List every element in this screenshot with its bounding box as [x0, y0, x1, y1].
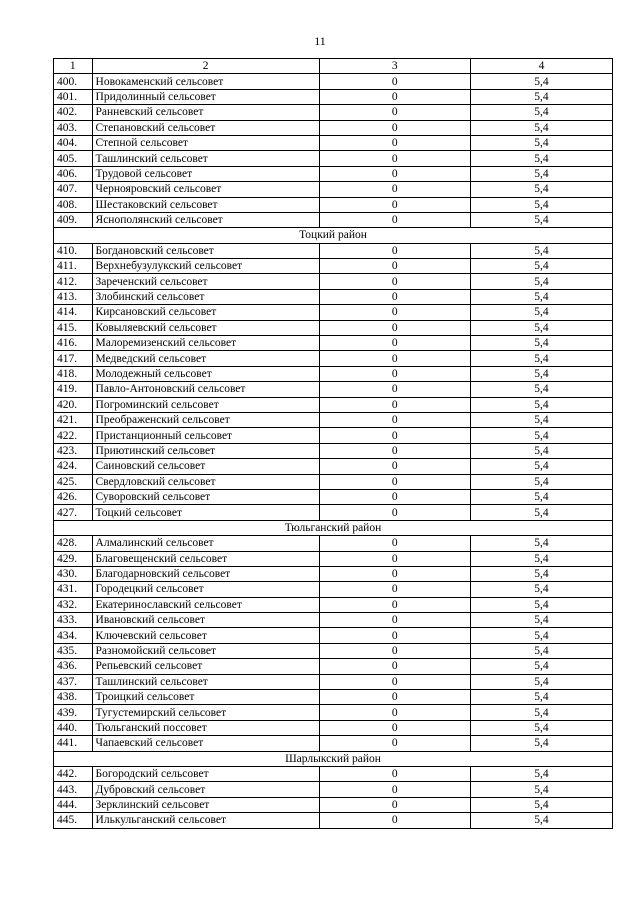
- value-col-3: 0: [319, 105, 470, 120]
- district-name: Шарлыкский район: [54, 751, 613, 766]
- value-col-4: 5,4: [470, 382, 612, 397]
- municipality-name: Свердловский сельсовет: [92, 474, 319, 489]
- table-row: [54, 336, 613, 351]
- value-col-3: 0: [319, 597, 470, 612]
- table-row: [54, 212, 613, 227]
- value-col-4: 5,4: [470, 582, 612, 597]
- value-col-4: 5,4: [470, 366, 612, 381]
- value-col-3: 0: [319, 443, 470, 458]
- value-col-4: 5,4: [470, 182, 612, 197]
- value-col-3: 0: [319, 382, 470, 397]
- value-col-3: 0: [319, 643, 470, 658]
- value-col-3: 0: [319, 259, 470, 274]
- value-col-3: 0: [319, 74, 470, 89]
- row-number: 441.: [54, 736, 93, 751]
- value-col-3: 0: [319, 320, 470, 335]
- value-col-4: 5,4: [470, 289, 612, 304]
- table-row: [54, 536, 613, 551]
- table-row: [54, 135, 613, 150]
- municipality-name: Тоцкий сельсовет: [92, 505, 319, 520]
- table-header-row: [54, 59, 613, 74]
- value-col-4: 5,4: [470, 551, 612, 566]
- row-number: 400.: [54, 74, 93, 89]
- row-number: 402.: [54, 105, 93, 120]
- value-col-3: 0: [319, 243, 470, 258]
- value-col-3: 0: [319, 305, 470, 320]
- table-row: [54, 628, 613, 643]
- page-number: 11: [314, 34, 326, 48]
- table-row: [54, 382, 613, 397]
- value-col-3: 0: [319, 813, 470, 828]
- table-row: [54, 274, 613, 289]
- row-number: 408.: [54, 197, 93, 212]
- value-col-4: 5,4: [470, 643, 612, 658]
- row-number: 424.: [54, 459, 93, 474]
- municipality-name: Богдановский сельсовет: [92, 243, 319, 258]
- value-col-3: 0: [319, 766, 470, 781]
- municipality-name: Богородский сельсовет: [92, 766, 319, 781]
- municipality-name: Новокаменский сельсовет: [92, 74, 319, 89]
- table-row: [54, 397, 613, 412]
- value-col-4: 5,4: [470, 305, 612, 320]
- row-number: 414.: [54, 305, 93, 320]
- value-col-4: 5,4: [470, 813, 612, 828]
- row-number: 431.: [54, 582, 93, 597]
- row-number: 442.: [54, 766, 93, 781]
- value-col-4: 5,4: [470, 505, 612, 520]
- value-col-4: 5,4: [470, 705, 612, 720]
- value-col-3: 0: [319, 166, 470, 181]
- value-col-4: 5,4: [470, 489, 612, 504]
- row-number: 423.: [54, 443, 93, 458]
- value-col-4: 5,4: [470, 74, 612, 89]
- row-number: 417.: [54, 351, 93, 366]
- table-row: [54, 566, 613, 581]
- row-number: 435.: [54, 643, 93, 658]
- value-col-3: 0: [319, 582, 470, 597]
- header-col-1: 1: [54, 59, 93, 74]
- municipality-name: Ключевский сельсовет: [92, 628, 319, 643]
- row-number: 419.: [54, 382, 93, 397]
- table-row: [54, 305, 613, 320]
- value-col-3: 0: [319, 674, 470, 689]
- value-col-4: 5,4: [470, 243, 612, 258]
- municipality-name: Ивановский сельсовет: [92, 613, 319, 628]
- table-row: [54, 243, 613, 258]
- municipality-name: Тюльганский поссовет: [92, 720, 319, 735]
- value-col-4: 5,4: [470, 259, 612, 274]
- municipality-name: Яснополянский сельсовет: [92, 212, 319, 227]
- row-number: 422.: [54, 428, 93, 443]
- value-col-3: 0: [319, 197, 470, 212]
- table-row: [54, 705, 613, 720]
- value-col-3: 0: [319, 135, 470, 150]
- row-number: 403.: [54, 120, 93, 135]
- value-col-4: 5,4: [470, 659, 612, 674]
- district-name: Тюльганский район: [54, 520, 613, 535]
- value-col-4: 5,4: [470, 320, 612, 335]
- value-col-4: 5,4: [470, 566, 612, 581]
- table-body: [54, 59, 613, 829]
- municipality-name: Ковыляевский сельсовет: [92, 320, 319, 335]
- value-col-4: 5,4: [470, 135, 612, 150]
- value-col-4: 5,4: [470, 197, 612, 212]
- value-col-4: 5,4: [470, 613, 612, 628]
- table-row: [54, 105, 613, 120]
- value-col-3: 0: [319, 289, 470, 304]
- table-row: [54, 428, 613, 443]
- value-col-4: 5,4: [470, 428, 612, 443]
- value-col-3: 0: [319, 659, 470, 674]
- district-header-row: [54, 228, 613, 243]
- municipality-name: Суворовский сельсовет: [92, 489, 319, 504]
- municipality-name: Екатеринославский сельсовет: [92, 597, 319, 612]
- value-col-4: 5,4: [470, 351, 612, 366]
- table-row: [54, 182, 613, 197]
- district-header-row: [54, 520, 613, 535]
- municipality-name: Городецкий сельсовет: [92, 582, 319, 597]
- municipality-name: Павло-Антоновский сельсовет: [92, 382, 319, 397]
- table-row: [54, 551, 613, 566]
- table-row: [54, 120, 613, 135]
- value-col-4: 5,4: [470, 628, 612, 643]
- row-number: 437.: [54, 674, 93, 689]
- header-col-2: 2: [92, 59, 319, 74]
- table-row: [54, 782, 613, 797]
- value-col-3: 0: [319, 536, 470, 551]
- value-col-3: 0: [319, 474, 470, 489]
- table-row: [54, 736, 613, 751]
- allocation-table: [53, 58, 613, 829]
- table-row: [54, 89, 613, 104]
- municipality-name: Благодарновский сельсовет: [92, 566, 319, 581]
- value-col-4: 5,4: [470, 105, 612, 120]
- value-col-4: 5,4: [470, 212, 612, 227]
- row-number: 444.: [54, 797, 93, 812]
- row-number: 411.: [54, 259, 93, 274]
- value-col-4: 5,4: [470, 443, 612, 458]
- municipality-name: Зерклинский сельсовет: [92, 797, 319, 812]
- municipality-name: Саиновский сельсовет: [92, 459, 319, 474]
- row-number: 421.: [54, 412, 93, 427]
- municipality-name: Ташлинский сельсовет: [92, 151, 319, 166]
- value-col-4: 5,4: [470, 151, 612, 166]
- value-col-4: 5,4: [470, 120, 612, 135]
- value-col-3: 0: [319, 613, 470, 628]
- municipality-name: Ташлинский сельсовет: [92, 674, 319, 689]
- table-row: [54, 443, 613, 458]
- municipality-name: Молодежный сельсовет: [92, 366, 319, 381]
- municipality-name: Медведский сельсовет: [92, 351, 319, 366]
- municipality-name: Степановский сельсовет: [92, 120, 319, 135]
- table-row: [54, 505, 613, 520]
- row-number: 436.: [54, 659, 93, 674]
- row-number: 440.: [54, 720, 93, 735]
- municipality-name: Трудовой сельсовет: [92, 166, 319, 181]
- row-number: 445.: [54, 813, 93, 828]
- municipality-name: Преображенский сельсовет: [92, 412, 319, 427]
- municipality-name: Шестаковский сельсовет: [92, 197, 319, 212]
- value-col-4: 5,4: [470, 412, 612, 427]
- table-row: [54, 151, 613, 166]
- row-number: 410.: [54, 243, 93, 258]
- value-col-3: 0: [319, 351, 470, 366]
- municipality-name: Малоремизенский сельсовет: [92, 336, 319, 351]
- district-header-row: [54, 751, 613, 766]
- municipality-name: Злобинский сельсовет: [92, 289, 319, 304]
- table-row: [54, 720, 613, 735]
- row-number: 409.: [54, 212, 93, 227]
- value-col-3: 0: [319, 797, 470, 812]
- row-number: 432.: [54, 597, 93, 612]
- table-row: [54, 489, 613, 504]
- row-number: 413.: [54, 289, 93, 304]
- row-number: 405.: [54, 151, 93, 166]
- municipality-name: Ранневский сельсовет: [92, 105, 319, 120]
- row-number: 412.: [54, 274, 93, 289]
- header-col-3: 3: [319, 59, 470, 74]
- row-number: 427.: [54, 505, 93, 520]
- table-row: [54, 474, 613, 489]
- value-col-3: 0: [319, 120, 470, 135]
- value-col-3: 0: [319, 397, 470, 412]
- municipality-name: Репьевский сельсовет: [92, 659, 319, 674]
- row-number: 420.: [54, 397, 93, 412]
- row-number: 426.: [54, 489, 93, 504]
- table-row: [54, 643, 613, 658]
- row-number: 416.: [54, 336, 93, 351]
- row-number: 425.: [54, 474, 93, 489]
- municipality-name: Зареченский сельсовет: [92, 274, 319, 289]
- value-col-4: 5,4: [470, 397, 612, 412]
- value-col-3: 0: [319, 182, 470, 197]
- row-number: 438.: [54, 690, 93, 705]
- row-number: 443.: [54, 782, 93, 797]
- value-col-3: 0: [319, 212, 470, 227]
- row-number: 428.: [54, 536, 93, 551]
- value-col-3: 0: [319, 336, 470, 351]
- table-row: [54, 412, 613, 427]
- value-col-4: 5,4: [470, 597, 612, 612]
- value-col-3: 0: [319, 459, 470, 474]
- value-col-3: 0: [319, 89, 470, 104]
- table-row: [54, 320, 613, 335]
- table-row: [54, 797, 613, 812]
- value-col-3: 0: [319, 551, 470, 566]
- municipality-name: Чапаевский сельсовет: [92, 736, 319, 751]
- value-col-3: 0: [319, 412, 470, 427]
- table-row: [54, 766, 613, 781]
- municipality-name: Дубровский сельсовет: [92, 782, 319, 797]
- value-col-3: 0: [319, 274, 470, 289]
- table-row: [54, 690, 613, 705]
- value-col-4: 5,4: [470, 536, 612, 551]
- row-number: 407.: [54, 182, 93, 197]
- district-name: Тоцкий район: [54, 228, 613, 243]
- municipality-name: Придолинный сельсовет: [92, 89, 319, 104]
- municipality-name: Степной сельсовет: [92, 135, 319, 150]
- value-col-4: 5,4: [470, 766, 612, 781]
- municipality-name: Алмалинский сельсовет: [92, 536, 319, 551]
- table-row: [54, 582, 613, 597]
- value-col-3: 0: [319, 720, 470, 735]
- header-col-4: 4: [470, 59, 612, 74]
- table-row: [54, 166, 613, 181]
- table-row: [54, 459, 613, 474]
- municipality-name: Пристанционный сельсовет: [92, 428, 319, 443]
- table-row: [54, 613, 613, 628]
- value-col-3: 0: [319, 690, 470, 705]
- row-number: 430.: [54, 566, 93, 581]
- value-col-3: 0: [319, 782, 470, 797]
- value-col-4: 5,4: [470, 336, 612, 351]
- municipality-name: Чернояровский сельсовет: [92, 182, 319, 197]
- value-col-3: 0: [319, 366, 470, 381]
- table-row: [54, 351, 613, 366]
- table-row: [54, 366, 613, 381]
- value-col-4: 5,4: [470, 166, 612, 181]
- value-col-4: 5,4: [470, 690, 612, 705]
- municipality-name: Погроминский сельсовет: [92, 397, 319, 412]
- value-col-3: 0: [319, 489, 470, 504]
- row-number: 434.: [54, 628, 93, 643]
- value-col-3: 0: [319, 736, 470, 751]
- value-col-4: 5,4: [470, 674, 612, 689]
- table-row: [54, 289, 613, 304]
- value-col-4: 5,4: [470, 274, 612, 289]
- table-row: [54, 813, 613, 828]
- value-col-3: 0: [319, 566, 470, 581]
- municipality-name: Илькульганский сельсовет: [92, 813, 319, 828]
- table-row: [54, 674, 613, 689]
- table-row: [54, 597, 613, 612]
- value-col-4: 5,4: [470, 720, 612, 735]
- table-row: [54, 659, 613, 674]
- municipality-name: Кирсановский сельсовет: [92, 305, 319, 320]
- row-number: 433.: [54, 613, 93, 628]
- row-number: 415.: [54, 320, 93, 335]
- municipality-name: Приютинский сельсовет: [92, 443, 319, 458]
- table-row: [54, 197, 613, 212]
- table-row: [54, 259, 613, 274]
- municipality-name: Тугустемирский сельсовет: [92, 705, 319, 720]
- value-col-4: 5,4: [470, 797, 612, 812]
- row-number: 404.: [54, 135, 93, 150]
- row-number: 418.: [54, 366, 93, 381]
- row-number: 439.: [54, 705, 93, 720]
- value-col-3: 0: [319, 151, 470, 166]
- row-number: 406.: [54, 166, 93, 181]
- value-col-3: 0: [319, 705, 470, 720]
- value-col-3: 0: [319, 505, 470, 520]
- municipality-name: Верхнебузулукский сельсовет: [92, 259, 319, 274]
- municipality-name: Троицкий сельсовет: [92, 690, 319, 705]
- value-col-4: 5,4: [470, 474, 612, 489]
- row-number: 429.: [54, 551, 93, 566]
- municipality-name: Благовещенский сельсовет: [92, 551, 319, 566]
- value-col-3: 0: [319, 428, 470, 443]
- value-col-4: 5,4: [470, 459, 612, 474]
- value-col-3: 0: [319, 628, 470, 643]
- value-col-4: 5,4: [470, 736, 612, 751]
- value-col-4: 5,4: [470, 782, 612, 797]
- value-col-4: 5,4: [470, 89, 612, 104]
- row-number: 401.: [54, 89, 93, 104]
- table-row: [54, 74, 613, 89]
- municipality-name: Разномойский сельсовет: [92, 643, 319, 658]
